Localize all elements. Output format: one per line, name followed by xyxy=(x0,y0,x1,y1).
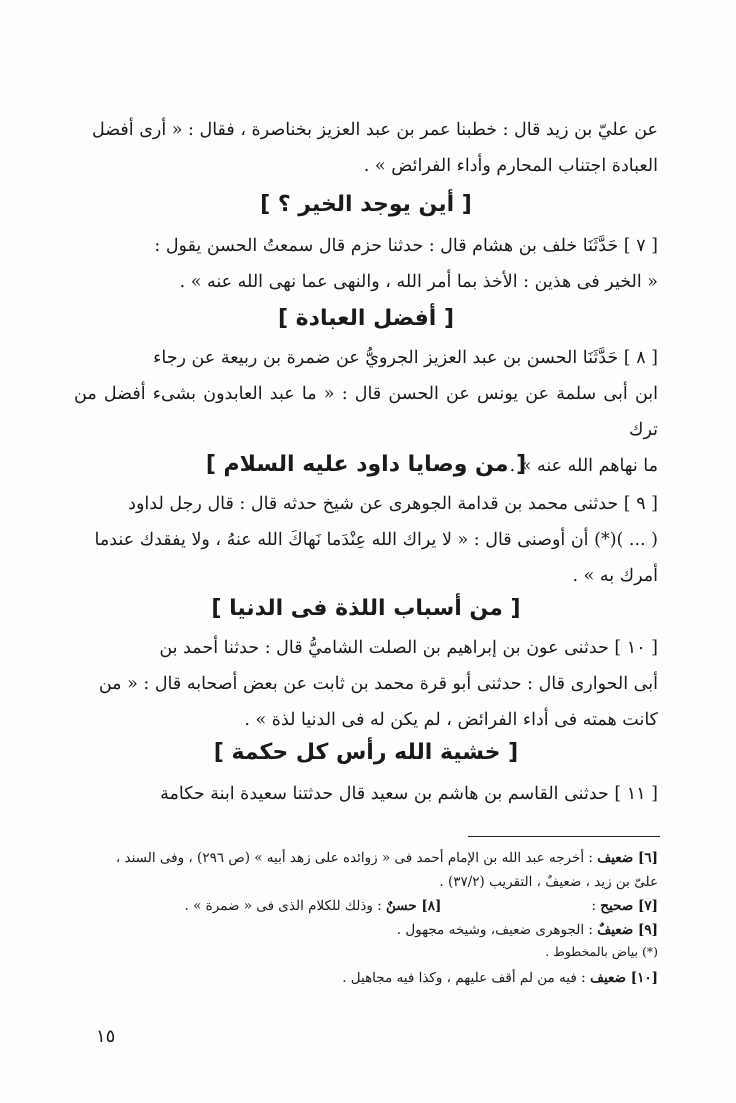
footnote-7-8 xyxy=(74,894,658,918)
text-line: ( ... )(*) أن أوصنى قال : « لا يراك الله عِنْدَما نَهاكَ الله عنهُ ، ولا يفقدك عندما xyxy=(94,530,658,550)
footnote-text: : xyxy=(591,898,601,914)
footnote-grade: [٦] ضعيف xyxy=(597,850,658,866)
text-line: أبى الحوارى قال : حدثنى أبو قرة محمد بن ثابت عن بعض أصحابه قال : « من xyxy=(98,674,658,694)
footnote-10 xyxy=(74,966,658,990)
paragraph-7 xyxy=(74,228,658,300)
text-line: ما نهاهم الله عنه » . xyxy=(509,456,658,476)
text-line: [ ٩ ] حدثنى محمد بن قدامة الجوهرى عن شيخ حدثه قال : قال رجل لداود xyxy=(128,494,658,514)
text-line: « الخير فى هذين : الأخذ بما أمر الله ، والنهى عما نهى الله عنه » . xyxy=(179,272,658,292)
footnote-grade: [٧] صحيح xyxy=(600,898,658,914)
footnote-9 xyxy=(74,918,658,942)
text-line: كانت همته فى أداء الفرائض ، لم يكن له فى الدنيا لذة » . xyxy=(244,710,658,730)
section-heading-causes-of-pleasure: [ من أسباب اللذة فى الدنيا ] xyxy=(211,596,521,621)
footnote-6 xyxy=(74,846,658,870)
footnote-divider xyxy=(468,836,660,837)
footnote-text: : وذلك للكلام الذى فى « ضمرة » . xyxy=(184,898,387,914)
text-line: [ ٨ ] حَدَّثَنَا الحسن بن عبد العزيز الجرويُّ عن ضمرة بن ربيعة عن رجاء xyxy=(153,348,658,368)
section-heading-fear-of-god: [ خشية الله رأس كل حكمة ] xyxy=(213,740,519,765)
footnote-6-cont: علىّ بن زيد ، ضعيفٌ ، التقريب (٣٧/٢) . xyxy=(439,874,658,890)
footnote-text: : أخرجه عبد الله بن الإمام أحمد فى « زوائده على زهد أبيه » (ص ٢٩٦) ، وفى السند ، xyxy=(115,850,598,866)
footnote-text: : فيه من لم أقف عليهم ، وكذا فيه مجاهيل . xyxy=(342,970,590,986)
paragraph-intro xyxy=(74,112,658,184)
section-heading-dawud-counsel: [ من وصايا داود عليه السلام ] xyxy=(205,452,527,477)
text-line: ابن أبى سلمة عن يونس عن الحسن قال : « ما عبد العابدون بشىء أفضل من ترك xyxy=(74,384,658,440)
footnote-grade: [١٠] ضعيف xyxy=(589,970,658,986)
text-line: [ ١٠ ] حدثنى عون بن إبراهيم بن الصلت الشاميُّ قال : حدثنا أحمد بن xyxy=(159,638,658,658)
footnote-star: (*) بياض بالمخطوط . xyxy=(545,944,658,959)
text-line: [ ١١ ] حدثنى القاسم بن هاشم بن سعيد قال حدثتنا سعيدة ابنة حكامة xyxy=(160,784,658,804)
text-line: [ ٧ ] حَدَّثَنَا خلف بن هشام قال : حدثنا حزم قال سمعتُ الحسن يقول : xyxy=(154,236,658,256)
text-line: أمرك به » . xyxy=(572,566,658,586)
section-heading-best-worship: [ أفضل العبادة ] xyxy=(277,306,455,331)
text-line: عن عليّ بن زيد قال : خطبنا عمر بن عبد العزيز بخناصرة ، فقال : « أرى أفضل xyxy=(91,120,658,140)
paragraph-9 xyxy=(74,486,658,594)
footnote-text: : الجوهرى ضعيف، وشيخه مجهول . xyxy=(396,922,598,938)
text-line: العبادة اجتناب المحارم وأداء الفرائض » . xyxy=(363,156,658,176)
paragraph-11 xyxy=(74,776,658,812)
section-heading-where-is-good: [ أين يوجد الخير ؟ ] xyxy=(260,192,472,217)
paragraph-10 xyxy=(74,630,658,738)
page-number: ١٥ xyxy=(96,1026,116,1047)
footnotes xyxy=(74,846,658,990)
footnote-grade: [٩] ضعيفٌ xyxy=(597,922,658,938)
footnote-grade: [٨] حسنٌ xyxy=(386,898,442,914)
